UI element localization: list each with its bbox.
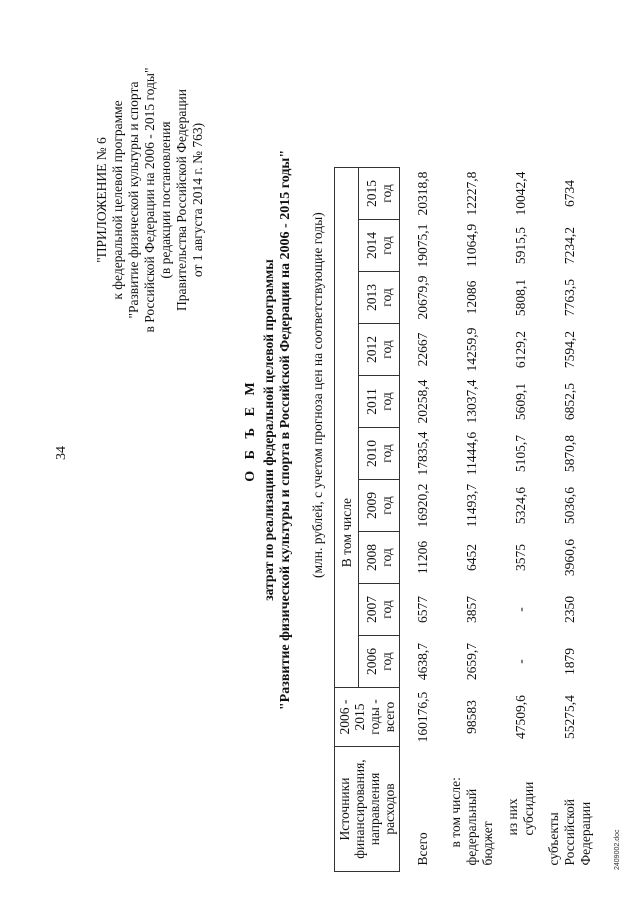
cell-value: 1879: [562, 648, 577, 675]
header-year: 2015 год: [358, 168, 399, 220]
cell-value: 11064,9: [464, 223, 479, 268]
rotated-page: [10, 10, 630, 890]
cell-value: 7594,2: [562, 330, 577, 369]
row-label: Всего: [415, 832, 430, 866]
cell-value: 5808,1: [513, 278, 528, 317]
cell-value: 13037,4: [464, 379, 479, 424]
header-year: 2008 год: [358, 532, 399, 584]
header-total: 2006 - 2015 годы - всего: [335, 688, 400, 747]
units-note: (млн. рублей, с учетом прогноза цен на соответствующие годы): [310, 212, 325, 578]
cell-value: 17835,4: [415, 431, 430, 476]
cell-value: 6734: [562, 180, 577, 207]
cell-value: 5324,6: [513, 486, 528, 525]
cell-value: 5105,7: [513, 434, 528, 473]
cell-value: 22667: [415, 332, 430, 367]
cell-value: 20318,8: [415, 171, 430, 216]
cell-value: 16920,2: [415, 483, 430, 528]
cell-value: 3575: [513, 544, 528, 571]
cell-value: 2659,7: [464, 642, 479, 681]
header-year: 2013 год: [358, 272, 399, 324]
cell-value: 11493,7: [464, 483, 479, 528]
budget-table: [334, 167, 596, 872]
document-title: О Б Ъ Е М: [243, 378, 258, 482]
row-label: из них субсидии: [505, 781, 536, 836]
appendix-line: (в редакции постановления: [158, 121, 173, 279]
row-total: 47509,6: [513, 695, 528, 739]
cell-value: 7763,5: [562, 278, 577, 317]
cell-value: 14259,9: [464, 327, 479, 372]
appendix-line: к федеральной целевой программе: [110, 100, 125, 300]
row-label-prefix: в том числе:: [448, 777, 463, 848]
cell-value: 11206: [415, 540, 430, 575]
appendix-line: "Развитие физической культуры и спорта: [126, 81, 141, 319]
cell-value: 6577: [415, 596, 430, 623]
cell-value: 5609,1: [513, 382, 528, 421]
row-total: 160176,5: [415, 691, 430, 743]
cell-value: 3960,6: [562, 538, 577, 577]
document-subtitle: затрат по реализации федеральной целевой программы: [261, 259, 276, 601]
cell-value: 5870,8: [562, 434, 577, 473]
row-label: [446, 747, 498, 872]
cell-value: 6852,5: [562, 382, 577, 421]
cell-value: 12086: [464, 280, 479, 315]
cell-value: 19075,1: [415, 223, 430, 268]
cell-value: 2350: [562, 596, 577, 623]
row-total: 98583: [464, 700, 479, 734]
header-year: 2007 год: [358, 584, 399, 636]
document-subtitle-program: "Развитие физической культуры и спорта в Российской Федерации на 2006 - 2015 годы": [278, 149, 293, 711]
cell-value: 5915,5: [513, 226, 528, 265]
row-total: 55275,4: [562, 695, 577, 739]
header-year: 2012 год: [358, 324, 399, 376]
appendix-line: "ПРИЛОЖЕНИЕ № 6: [94, 137, 109, 263]
cell-value: 20258,4: [415, 379, 430, 424]
cell-value: 6129,2: [513, 330, 528, 369]
cell-value: 6452: [464, 544, 479, 571]
table-row: [400, 168, 447, 872]
header-year: 2009 год: [358, 480, 399, 532]
cell-value: 12227,8: [464, 171, 479, 216]
cell-value: 11444,6: [464, 431, 479, 476]
cell-value: -: [513, 607, 528, 612]
appendix-line: в Российской Федерации на 2006 - 2015 годы": [142, 67, 157, 333]
file-footer: 2409002.doc: [614, 829, 621, 870]
row-label: субъекты Российской Федерации: [546, 798, 593, 866]
row-label-text: федеральный бюджет: [464, 788, 495, 866]
appendix-block: [94, 30, 206, 370]
title-block: [242, 0, 294, 870]
appendix-line: Правительства Российской Федерации: [174, 89, 189, 311]
header-source: Источники финансирования, направления расходов: [335, 747, 400, 872]
cell-value: 4638,7: [415, 642, 430, 681]
page-number: 34: [54, 446, 69, 460]
table-row: [544, 168, 596, 872]
cell-value: -: [513, 659, 528, 664]
header-year: 2014 год: [358, 220, 399, 272]
cell-value: 10042,4: [513, 171, 528, 216]
appendix-line: от 1 августа 2014 г. № 763): [190, 122, 205, 278]
cell-value: 7234,2: [562, 226, 577, 265]
cell-value: 5036,6: [562, 486, 577, 525]
header-year: 2010 год: [358, 428, 399, 480]
cell-value: 3857: [464, 596, 479, 623]
header-including: В том числе: [335, 168, 359, 688]
header-year: 2011 год: [358, 376, 399, 428]
table-row: [446, 168, 498, 872]
cell-value: 20679,9: [415, 275, 430, 320]
header-year: 2006 год: [358, 636, 399, 688]
table-row: [498, 168, 544, 872]
